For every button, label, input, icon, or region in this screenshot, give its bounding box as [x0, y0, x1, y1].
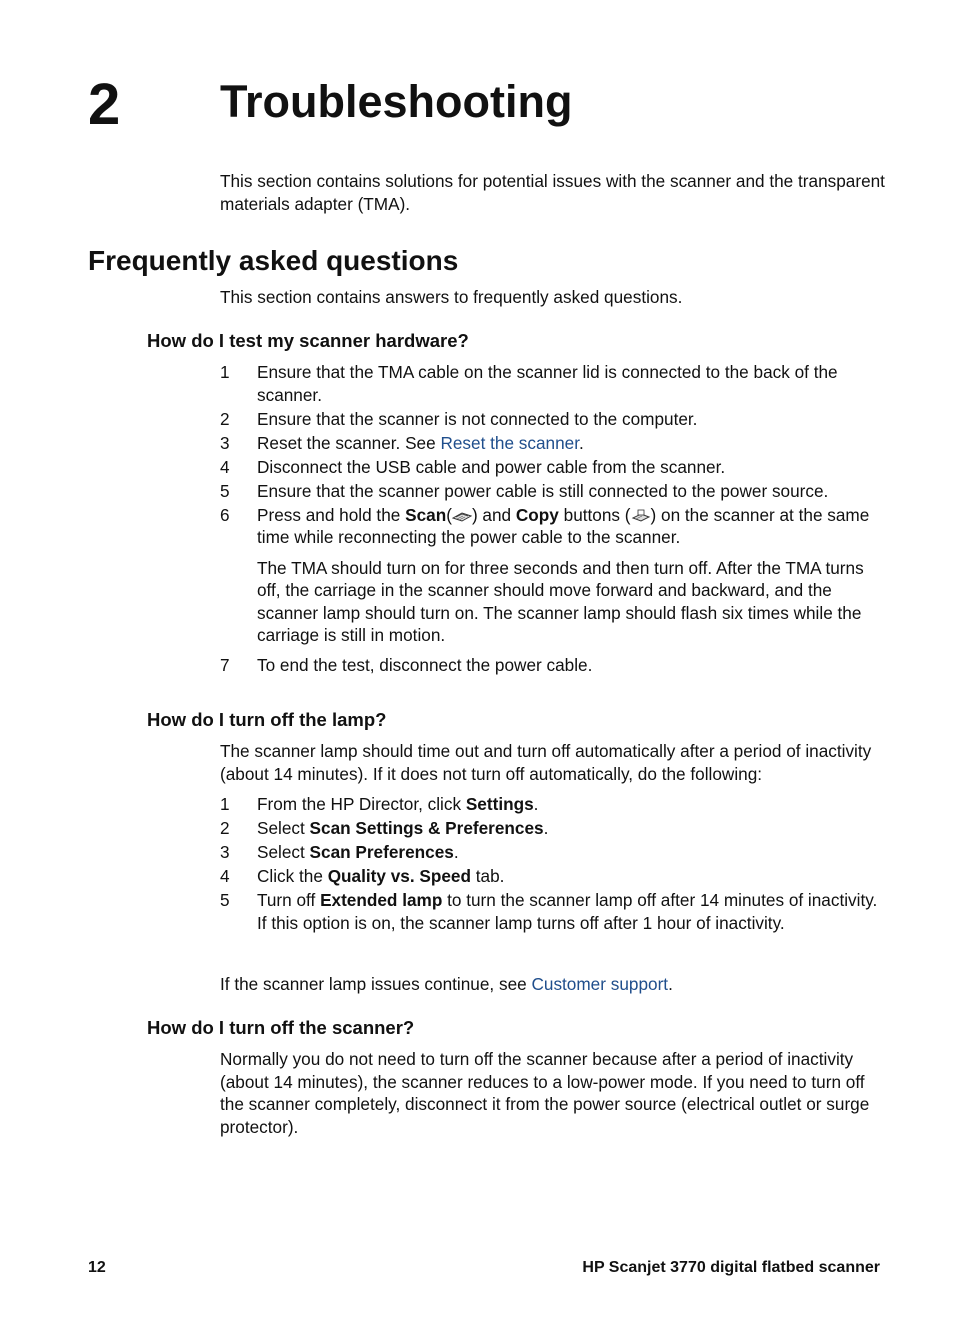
- step-text-part: .: [579, 432, 584, 453]
- list-item: [220, 480, 888, 503]
- chapter-title: Troubleshooting: [220, 76, 573, 127]
- chapter-intro: This section contains solutions for potential issues with the scanner and the transparent materials adapter (TMA).: [220, 171, 885, 214]
- list-item: [220, 841, 888, 864]
- scan-settings-label: Scan Settings & Preferences: [309, 818, 544, 838]
- scan-button-label: Scan: [405, 504, 447, 525]
- step-number: 5: [220, 890, 230, 910]
- turn-off-body: Normally you do not need to turn off the scanner because after a period of inactivity (about 14 minutes), the scanner reduces to a low-power mode. If you need to turn off the scanner completely, disconnect it from the power source (electrical outlet or surge protector).: [220, 1049, 870, 1137]
- list-item: [220, 865, 888, 888]
- list-item: [220, 817, 888, 840]
- step-text-part: Press and hold the: [257, 504, 406, 525]
- step-text: [257, 432, 888, 455]
- step-text-part: to turn the scanner lamp off after 14 minutes of inactivity. If this option is on, the scanner lamp turns off after 1 hour of inactivity.: [257, 890, 878, 933]
- step-number: 3: [220, 842, 230, 862]
- outro-text: .: [668, 974, 673, 994]
- list-item: [220, 456, 888, 479]
- reset-scanner-link[interactable]: Reset the scanner: [440, 432, 579, 453]
- step-number: 2: [220, 408, 230, 429]
- step-text-part: Select: [257, 842, 310, 862]
- list-item: [220, 504, 888, 549]
- step-text-part: Select: [257, 818, 310, 838]
- step-text-part: .: [543, 818, 549, 838]
- page-number: 12: [88, 1259, 106, 1276]
- step-text: Ensure that the scanner power cable is still connected to the power source.: [257, 480, 829, 501]
- step-text: [257, 889, 888, 934]
- step-number: 3: [220, 432, 230, 453]
- step-number: 7: [220, 655, 230, 675]
- step-text: [257, 865, 888, 888]
- step-text-part: (: [446, 504, 452, 525]
- step-text: Ensure that the TMA cable on the scanner lid is connected to the back of the scanner.: [257, 362, 838, 405]
- step-number: 4: [220, 866, 230, 886]
- lamp-steps: [220, 793, 888, 934]
- step-text-part: tab.: [470, 866, 505, 886]
- list-item: [220, 889, 888, 934]
- lamp-outro: [220, 973, 888, 996]
- turn-off-heading: How do I turn off the scanner?: [147, 1017, 415, 1038]
- step-text-part: Click the: [257, 866, 328, 886]
- step-text: Disconnect the USB cable and power cable from the scanner.: [257, 456, 726, 477]
- test-hardware-steps: [220, 361, 888, 677]
- chapter-number: 2: [88, 72, 121, 137]
- step-text: [257, 504, 888, 549]
- outro-text: If the scanner lamp issues continue, see: [220, 974, 532, 994]
- list-item: [220, 793, 888, 816]
- list-item: [220, 408, 888, 431]
- step-text: Ensure that the scanner is not connected to the computer.: [257, 408, 698, 429]
- lamp-intro: The scanner lamp should time out and turn off automatically after a period of inactivity (about 14 minutes). If it does not turn off automatically, do the following:: [220, 741, 872, 784]
- step-text-part: .: [533, 794, 539, 814]
- step-text-part: ) on the scanner at the same time while reconnecting the power cable to the scanner.: [257, 504, 870, 547]
- customer-support-link[interactable]: Customer support: [531, 974, 669, 994]
- step-number: 4: [220, 456, 230, 477]
- faq-heading: Frequently asked questions: [88, 245, 459, 276]
- copy-button-label: Copy: [515, 504, 559, 525]
- list-item: [220, 654, 888, 677]
- quality-speed-label: Quality vs. Speed: [327, 866, 471, 886]
- step-text-part: Reset the scanner. See: [257, 432, 441, 453]
- scan-button-icon: [452, 509, 472, 523]
- step-note: The TMA should turn on for three seconds and then turn off. After the TMA turns off, the carriage in the scanner should move forward and backward, and the scanner lamp should turn on. The scanner lamp should flash six times while the carriage is still in motion.: [257, 557, 864, 645]
- faq-intro: This section contains answers to frequently asked questions.: [220, 287, 683, 307]
- step-text-part: From the HP Director, click: [257, 794, 466, 814]
- step-text: [257, 793, 888, 816]
- copy-button-icon: [631, 509, 651, 523]
- footer-product: HP Scanjet 3770 digital flatbed scanner: [582, 1259, 880, 1276]
- list-item: [220, 361, 888, 406]
- step-text: [257, 841, 888, 864]
- scan-preferences-label: Scan Preferences: [309, 842, 454, 862]
- test-hardware-heading: How do I test my scanner hardware?: [147, 330, 469, 351]
- step-number: 5: [220, 480, 230, 501]
- list-item: [220, 432, 888, 455]
- step-text-part: ) and: [471, 504, 516, 525]
- step-text: To end the test, disconnect the power cable.: [257, 655, 593, 675]
- step-spacer: [220, 557, 257, 647]
- step-text: [257, 817, 888, 840]
- step-text-part: Turn off: [257, 890, 321, 910]
- step-number: 2: [220, 818, 230, 838]
- lamp-heading: How do I turn off the lamp?: [147, 709, 387, 730]
- step-number: 1: [220, 362, 230, 382]
- step-text-part: buttons (: [558, 504, 631, 525]
- settings-label: Settings: [465, 794, 534, 814]
- list-item: [220, 557, 888, 647]
- step-text-part: .: [453, 842, 459, 862]
- step-number: 1: [220, 794, 230, 814]
- step-number: 6: [220, 504, 230, 525]
- extended-lamp-label: Extended lamp: [320, 890, 443, 910]
